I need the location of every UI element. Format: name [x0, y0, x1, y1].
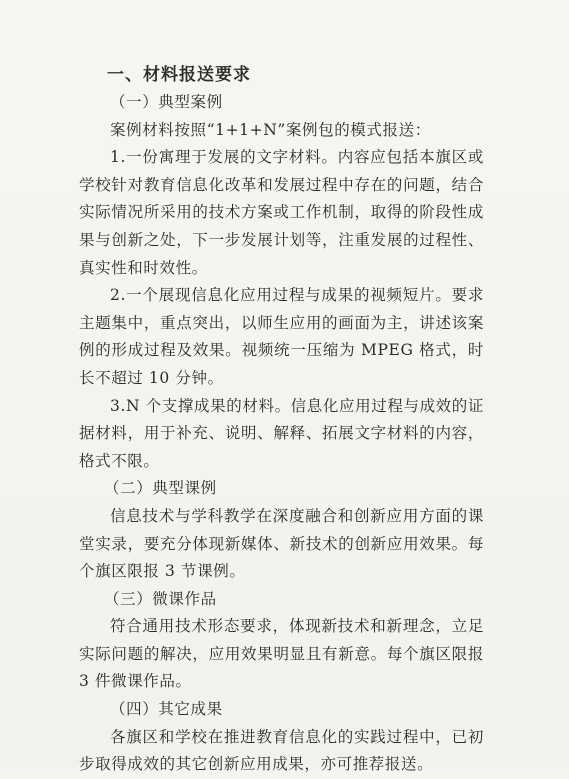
- subsection-title-other: （四）其它成果: [110, 700, 223, 719]
- subsection-title-microlessons: （三）微课作品: [104, 589, 217, 608]
- document-body: [79, 62, 484, 779]
- paragraph-microlessons: 符合通用技术形态要求，体现新技术和新理念，立足实际问题的解决，应用效果明显且有新意。每个旗区限报 3 件微课作品。: [79, 617, 484, 691]
- subsection-title-cases: （一）典型案例: [110, 93, 223, 111]
- paragraph-lessons: 信息技术与学科教学在深度融合和创新应用方面的课堂实录，要充分体现新媒体、新技术的创新应用效果。每个旗区限报 3 节课例。: [79, 506, 484, 581]
- paragraph-text-material: 1.一份寓理于发展的文字材料。内容应包括本旗区或学校针对教育信息化改革和发展过程中存在的问题，结合实际情况所采用的技术方案或工作机制，取得的阶段性成果与创新之处，下一步发展计划等，注重发展的过程性、真实性和时效性。: [79, 148, 484, 277]
- section-heading: 一、材料报送要求: [107, 65, 251, 85]
- paragraph-cases-intro: 案例材料按照“1+1+N”案例包的模式报送：: [110, 120, 431, 139]
- paragraph-other: 各旗区和学校在推进教育信息化的实践过程中，已初步取得成效的其它创新应用成果，亦可推荐报送。: [79, 727, 484, 774]
- subsection-title-lessons: （二）典型课例: [104, 479, 217, 498]
- paragraph-video: 2.一个展现信息化应用过程与成果的视频短片。要求主题集中，重点突出，以师生应用的画面为主，讲述该案例的形成过程及效果。视频统一压缩为 MPEG 格式，时长不超过 10 分钟。: [79, 286, 484, 387]
- paragraph-supporting-materials: 3.N 个支撑成果的材料。信息化应用过程与成效的证据材料，用于补充、说明、解释、拓展文字材料的内容，格式不限。: [79, 396, 484, 470]
